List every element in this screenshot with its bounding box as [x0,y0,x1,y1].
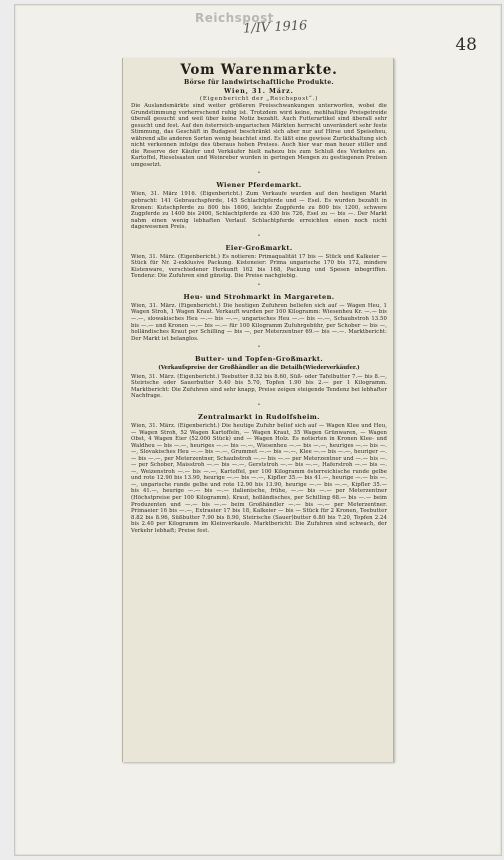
section-title-pferdemarkt: Wiener Pferdemarkt. [216,181,302,190]
section-separator: • [257,281,261,288]
section-title-zentralmarkt: Zentralmarkt in Rudolfsheim. [198,413,320,421]
clipping-masthead-subtitle: Börse für landwirtschaftliche Produkte. [184,79,334,86]
section-separator: • [257,402,261,408]
section-text-butter-topfen: Wien, 31. März. (Eigenbericht.) Teebutter 8.32 bis 8.60, Süß- oder Tafelbutter 7.— bis 8.—, Steirische oder Sauerbutter 5.40 bis 5.70, Topfen 1.90 bis 2.— per 1 Kilogramm. Marktbericht: Die Zufuhren sind sehr knapp, Preise zeigen steigende Tendenz bei lebhafter Nachfrage. [131,373,387,400]
handwritten-date: 1/IV 1916 [242,18,308,37]
section-separator: • [257,344,261,351]
clipping-masthead: Vom Warenmarkte. [180,62,338,78]
section-text-eier: Wien, 31. März. (Eigenbericht.) Es notieren: Primaqualität 17 bis — Stück und Kalkeier — Stück für Nr. 2-exklusive Packung. Kisteneier: Prima ungarische 170 bis 172, mindere Kistenware, verschiedener Herkunft 162 bis 168, Packung und Spesen inbegriffen. Tendenz: Die Zufuhren sind günstig. Die Preise nachgiebig. [131,253,387,280]
page-number: 48 [455,35,477,55]
section-title-butter-topfen: Butter- und Topfen-Großmarkt. [194,355,324,364]
section-text-heu-stroh: Wien, 31. März. (Eigenbericht.) Die heutigen Zufuhren beliefen sich auf — Wagen Heu, 1 Wagen Stroh, 1 Wagen Kraut. Verkauft wurden per 100 Kilogramm: Wiesenheu Kr. —.— bis —.—, slowakisches Heu —.— bis —.—, ungarisches Heu —.— bis —.—, Schaubstroh 13.50 bis —.— und Kronen —.— bis —.— für 100 Kilogramm Zufuhrgebühr, per Schober — bis —, holländisches Kraut per Schilling — bis —, per Meterzentner 69.— bis —.—. Marktbericht: Der Markt ist belanglos. [131,302,387,342]
clipping-dateline: Wien, 31. März. [224,88,294,95]
section-subtitle-butter-topfen: (Verkaufspreise der Großhändler an die Detailh(Wiederverkäufer.) [158,365,360,372]
clipping-intro-paragraph: Die Auslandsmärkte sind weiter größeren Preisschwankungen unterworfen, wobei die Grundstimmung vorherrschend ruhig ist. Trotzdem wird keine, mehlhaltige Preisgetreide überall gesucht und weil über keine Notiz bezahlt. Auch Futterartikel sind überall sehr gesucht und fest. Auf den österreich-ungarischen Märkten herrscht unverändert sehr feste Stimmung, das Geschäft in Budapest beschränkt sich aber nur auf Hirse und Speiseheu, während alle anderen Sorten wenig beachtet sind. Es läßt eine gewisse Zurückhaltung sich nicht verkennen infolge des überaus hohen Preises. Auch hier war man heuer stiller und die Reserve der Käufer und Verkäufer hielt nahezu bis zum Schluß des Verkehrs an. Kartoffel, Rieselsaaten und Weinreber wurden in geringen Mengen zu gestiegenen Preisen umgesetzt. [131,103,387,168]
section-separator: • [257,170,261,177]
archive-stamp: Reichspost [195,11,275,25]
section-text-zentralmarkt: Wien, 31. März. (Eigenbericht.) Die heutige Zufuhr belief sich auf — Wagen Klee und Heu, — Wagen Stroh, 52 Wagen Kartoffeln, — Wagen Kraut, 35 Wagen Grünwaren, — Wagen Obst, 4 Wagen Eier (52.000 Stück) und — Wagen Holz. Es notierten in Kronen Klee- und Waldheu — bis —.—, heuriges —.— bis —.—, Wiesenheu —.— bis —.—, heuriges —.— bis —.—, Slovakisches Heu —.— bis —.—, Grummet —.— bis —.—, Klee —.— bis —.—, heuriger —.— bis —.—, per Meterzentner, Schaubstroh —.— bis —.— per Meterzentner und —.— bis —.— per Schober, Maisstroh —.— bis —.—, Gerststroh —.— bis —.—, Haferstroh —.— bis —.—, Weizenstroh —.— bis —.—, Kartoffel, per 100 Kilogramm österreichische runde gelbe und rote 12.90 bis 13.90, heurige —.— bis —.—, Kipfler 35.— bis 41.—, heurige —.— bis —.—, ungarische runde gelbe und rote 12.90 bis 13.90, heurige —.— bis —.—, Kipfler 35.— bis 41.—, heurige —.— bis —.— italienische, frühe, —.— bis —.— per Meterzentner (Höchstpreise per 100 Kilogramm). Kraut, holländisches, per Schilling 68.— bis —.— beim Produzenten und —.— bis —.— beim Großhändler —.— bis —.— per Meterzentner. Primaeier 16 bis —.—, Extraeier 17 bis 18, Kalkeier — bis — Stück für 2 Kronen, Teebutter 8.82 bis 8.96, Süßbutter 7.90 bis 8.90, Steirische (Sauer)butter 6.80 bis 7.20, Topfen 2.24 bis 2.40 per Kilogramm im Kleinverkaufe. Marktbericht: Die Zufuhren sind schwach, der Verkehr lebhaft; Preise fest. [131,423,387,534]
section-title-eier: Eier-Großmarkt. [225,243,293,252]
section-separator: • [257,232,261,239]
section-title-heu-stroh: Heu- und Strohmarkt in Margareten. [183,292,335,301]
clipping-source: (Eigenbericht der „Reichspost“.) [199,96,319,102]
section-text-pferdemarkt: Wien, 31. März 1916. (Eigenbericht.) Zum Verkaufe wurden auf den heutigen Markt gebracht: 141 Gebrauchspferde, 145 Schlachtpferde und — Esel. Es wurden bezahlt in Kronen: Kutschpferde zu 800 bis 1600, leichte Zugpferde zu 800 bis 1200, schwere Zugpferde zu 1400 bis 2400, Schlachtpferde zu 430 bis 726, Esel zu — bis —. Der Markt nahm einen wenig lebhaften Verlauf. Schlachtpferde erreichten einen noch nicht dagewesenen Preis. [131,191,387,231]
newspaper-clipping [122,58,394,762]
